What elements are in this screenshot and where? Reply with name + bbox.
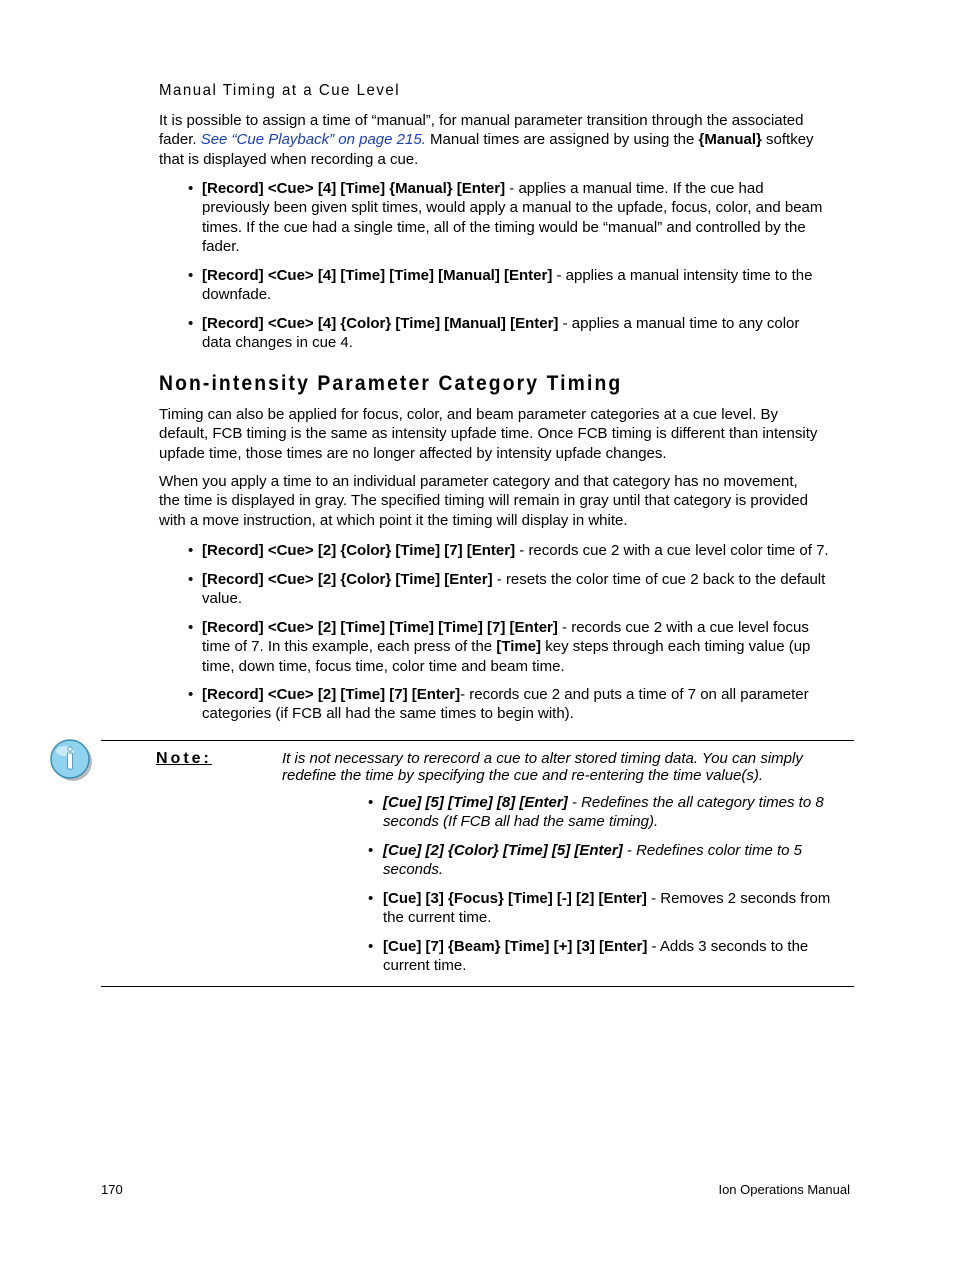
manual-page: Manual Timing at a Cue Level It is possible to assign a time of “manual”, for manual parameter transition through the associated fader. See “Cue Playback” on page 215. Manual times are assigned by using the {Manual} softkey that is displayed when recording a cue. • [Record] <Cue> [4] [Time] {Manual} [Enter] - applies a manual time. If the cue had previously been given split times, would apply a manual to the upfade, focus, color, and beam times. If the cue had a single time, all of the timing would be “manual” and controlled by the fader. • [Record] <Cue> [4] [Time] [Time] [Manual] [Enter] - applies a manual intensity time to the downfade. • [Record] <Cue> [4] {Color} [Time] [Manual] [Enter] - applies a manual time to any color data changes in cue 4. Non-intensity Parameter Category Timing Timing can also be applied for focus, color, and beam parameter categories at a cue level. By default, FCB timing is the same as intensity upfade time. Once FCB timing is different than intensity upfade time, those times are no longer affected by intensity upfade changes. When you apply a time to an individual parameter category and that category has no movement, the time is displayed in gray. The specified timing will remain in gray until that category is provided with a move instruction, at which point it the timing will display in white. • [Record] <Cue> [2] {Color} [Time] [7] [Enter] - records cue 2 with a cue level color time of 7. • [Record] <Cue> [2] {Color} [Time] [Enter] - resets the color time of cue 2 back to the default value. • [Record] <Cue> [2] [Time] [Time] [Time] [7] [Enter] - records cue 2 with a cue level focus time of 7. In this example, each press of the [Time] key steps through each timing value (up time, down time, focus time, color time and beam time. • [Record] <Cue> [2] [Time] [7] [Enter]- records cue 2 and puts a time of 7 on all parameter categories (if FCB all had the same times to begin with). Note: It is not necessary to rerecord a cue to alter stored timing data. You can simply redefine the time by specifying the cue and re-entering the time value(s). • [Cue] [5] [Time] [8] [Enter] - Redefines the all category times to 8 seconds (If FCB all had the same timing). • [Cue] [2] {Color} [Time] [5] [Enter] - Redefines color time to 5 seconds. • [Cue] [3] {Focus} [Time] [-] [2] [Enter] - Removes 2 seconds from the current time. • [Cue] [7] {Beam} [Time] [+] [3] [Enter] - Adds 3 seconds to the current time. 170 Ion Operations Manual	[0, 0, 954, 1272]
note-bottom-divider	[101, 986, 854, 987]
page-number: 170	[101, 1182, 123, 1197]
paragraph: Timing can also be applied for focus, color, and beam parameter categories at a cue level. By default, FCB timing is the same as intensity upfade time. Once FCB timing is different than intensity upfade time, those times are no longer affected by intensity upfade changes.	[159, 406, 818, 462]
cue-playback-link[interactable]: See “Cue Playback” on page 215.	[200, 131, 426, 149]
paragraph: When you apply a time to an individual parameter category and that category has no movement, the time is displayed in gray. The specified timing will remain in gray until that category is provided with a move instruction, at which point it the timing will display in white.	[159, 473, 808, 529]
note-text: It is not necessary to rerecord a cue to alter stored timing data. You can simply redefine the time by specifying the cue and re-entering the time value(s).	[282, 750, 803, 784]
note-top-divider	[101, 740, 854, 741]
manual-title: Ion Operations Manual	[718, 1182, 850, 1197]
note-label: Note:	[156, 750, 212, 767]
section-heading: Non-intensity Parameter Category Timing	[159, 372, 623, 395]
subheading: Manual Timing at a Cue Level	[159, 82, 401, 99]
info-icon	[50, 738, 94, 784]
intro-paragraph: It is possible to assign a time of “manual”, for manual parameter transition through the associated fader. See “Cue Playback” on page 215. Manual times are assigned by using the {Manual} softkey that is displayed when recording a cue.	[159, 112, 814, 168]
